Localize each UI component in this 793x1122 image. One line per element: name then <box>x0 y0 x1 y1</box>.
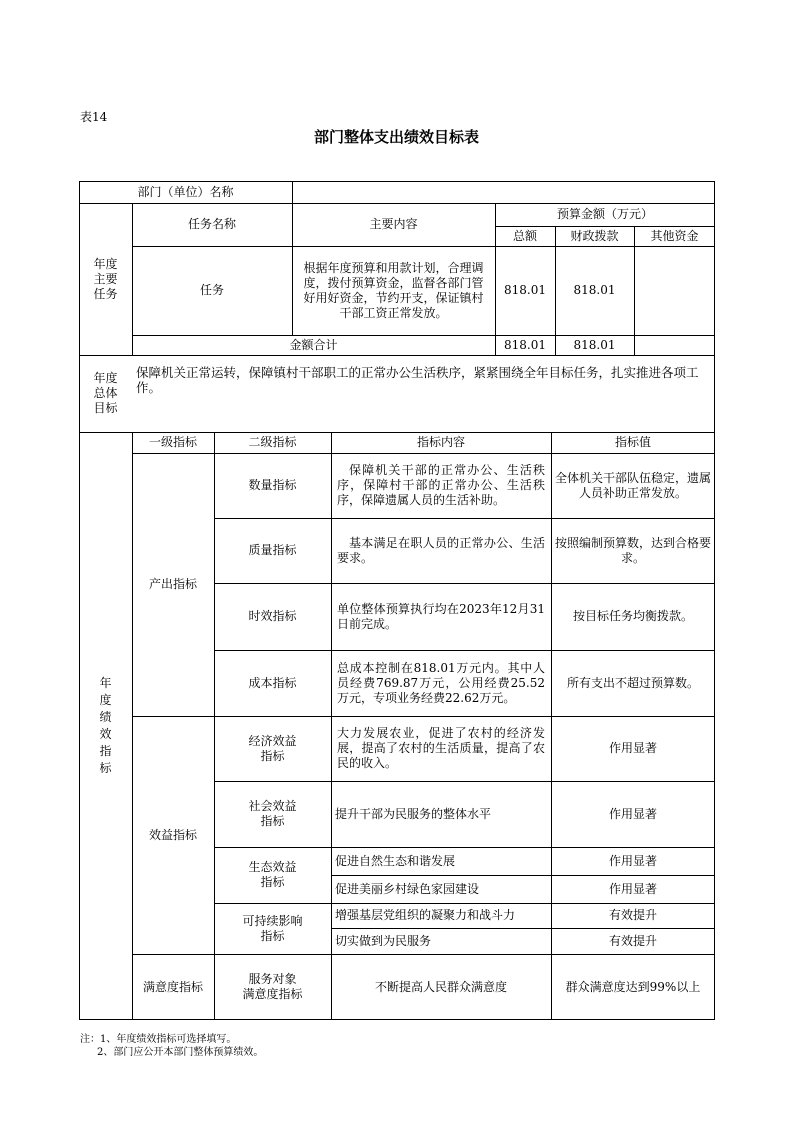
economic-indicator-label: 经济效益 指标 <box>248 733 297 763</box>
col-other-funds: 其他资金 <box>650 228 699 243</box>
sustainable-indicator-value-2: 有效提升 <box>608 933 657 948</box>
sustainable-indicator-value-1: 有效提升 <box>608 908 657 922</box>
economic-indicator-content: 大力发展农业，促进了农村的经济发展，提高了农村的生活质量，提高了农民的收入。 <box>337 726 545 770</box>
col-indicator-content: 指标内容 <box>416 435 465 449</box>
social-indicator-value: 作用显著 <box>608 806 657 821</box>
sum-label: 金额合计 <box>289 337 338 352</box>
economic-indicator-value: 作用显著 <box>608 741 657 755</box>
cost-indicator-label: 成本指标 <box>248 675 297 690</box>
annual-tasks-label: 年度 主要 任务 <box>93 256 118 301</box>
sustainable-indicator-content-2: 切实做到为民服务 <box>335 933 432 948</box>
dept-label: 部门（单位）名称 <box>137 184 234 199</box>
task-total: 818.01 <box>504 283 546 297</box>
col-level1: 一级指标 <box>148 435 197 449</box>
satisfaction-content: 不断提高人民群众满意度 <box>374 979 507 994</box>
sum-other <box>634 335 715 355</box>
footnote-1: 注：1、年度绩效指标可选择填写。 <box>80 1034 237 1045</box>
table-number: 表14 <box>80 110 108 124</box>
task-content: 根据年度预算和用款计划，合理调度，拨付预算资金，监督各部门管好用好资金，节约开支，保证镇村干部工资正常发放。 <box>303 260 484 320</box>
performance-label: 年 度 绩 效 指 标 <box>99 676 112 775</box>
ecological-indicator-value-1: 作用显著 <box>608 853 657 868</box>
sum-total: 818.01 <box>504 337 546 352</box>
quality-indicator-value: 按照编制预算数，达到合格要求。 <box>555 535 712 565</box>
cost-indicator-content: 总成本控制在818.01万元内。其中人员经费769.87万元，公用经费25.52万元，专项业务经费22.62万元。 <box>337 660 545 705</box>
col-total: 总额 <box>512 228 537 243</box>
ecological-indicator-value-2: 作用显著 <box>608 881 657 896</box>
col-level2: 二级指标 <box>248 435 297 449</box>
timeliness-indicator-value: 按目标任务均衡拨款。 <box>572 609 693 623</box>
task-name: 任务 <box>199 283 224 297</box>
sustainable-indicator-label: 可持续影响 指标 <box>242 913 303 943</box>
service-satisfaction-label: 服务对象 满意度指标 <box>242 972 303 1001</box>
task-other <box>634 246 715 335</box>
sustainable-indicator-content-1: 增强基层党组织的凝聚力和战斗力 <box>335 908 516 922</box>
overall-goal-label: 年度 总体 目标 <box>93 371 118 415</box>
benefit-indicators-label: 效益指标 <box>148 827 197 842</box>
page-title: 部门整体支出绩效目标表 <box>313 128 479 146</box>
ecological-indicator-content-1: 促进自然生态和谐发展 <box>335 853 456 868</box>
quality-indicator-label: 质量指标 <box>248 543 297 557</box>
quality-indicator-content: 基本满足在职人员的正常办公、生活要求。 <box>337 535 545 565</box>
col-budget-amount: 预算金额（万元） <box>556 207 653 221</box>
cost-indicator-value: 所有支出不超过预算数。 <box>566 675 699 690</box>
dept-value[interactable] <box>292 181 715 203</box>
footnote-2: 2、部门应公开本部门整体预算绩效。 <box>97 1047 264 1058</box>
social-indicator-label: 社会效益 指标 <box>248 799 297 828</box>
satisfaction-indicators-label: 满意度指标 <box>142 979 203 994</box>
col-main-content: 主要内容 <box>369 217 418 231</box>
task-fiscal: 818.01 <box>573 283 616 297</box>
quantity-indicator-label: 数量指标 <box>248 478 297 492</box>
quantity-indicator-content: 保障机关干部的正常办公、生活秩序，保障村干部的正常办公、生活秩序，保障遗属人员的生活补助。 <box>337 463 545 507</box>
social-indicator-content: 提升干部为民服务的整体水平 <box>335 806 492 821</box>
footnotes <box>80 1033 263 1059</box>
ecological-indicator-label: 生态效益 指标 <box>248 860 297 889</box>
col-task-name: 任务名称 <box>187 217 236 231</box>
col-indicator-value: 指标值 <box>614 435 651 449</box>
timeliness-indicator-label: 时效指标 <box>248 609 297 623</box>
ecological-indicator-content-2: 促进美丽乡村绿色家园建设 <box>335 881 480 896</box>
sum-fiscal: 818.01 <box>573 337 616 352</box>
overall-goal-text: 保障机关正常运转，保障镇村干部职工的正常办公生活秩序，紧紧围绕全年目标任务，扎实推进各项工作。 <box>136 365 699 395</box>
output-indicators-label: 产出指标 <box>148 577 197 591</box>
timeliness-indicator-content: 单位整体预算执行均在2023年12月31日前完成。 <box>337 601 545 631</box>
satisfaction-value: 群众满意度达到99%以上 <box>565 979 701 994</box>
quantity-indicator-value: 全体机关干部队伍稳定，遗属人员补助正常发放。 <box>555 470 712 500</box>
col-fiscal: 财政拨款 <box>570 228 619 243</box>
